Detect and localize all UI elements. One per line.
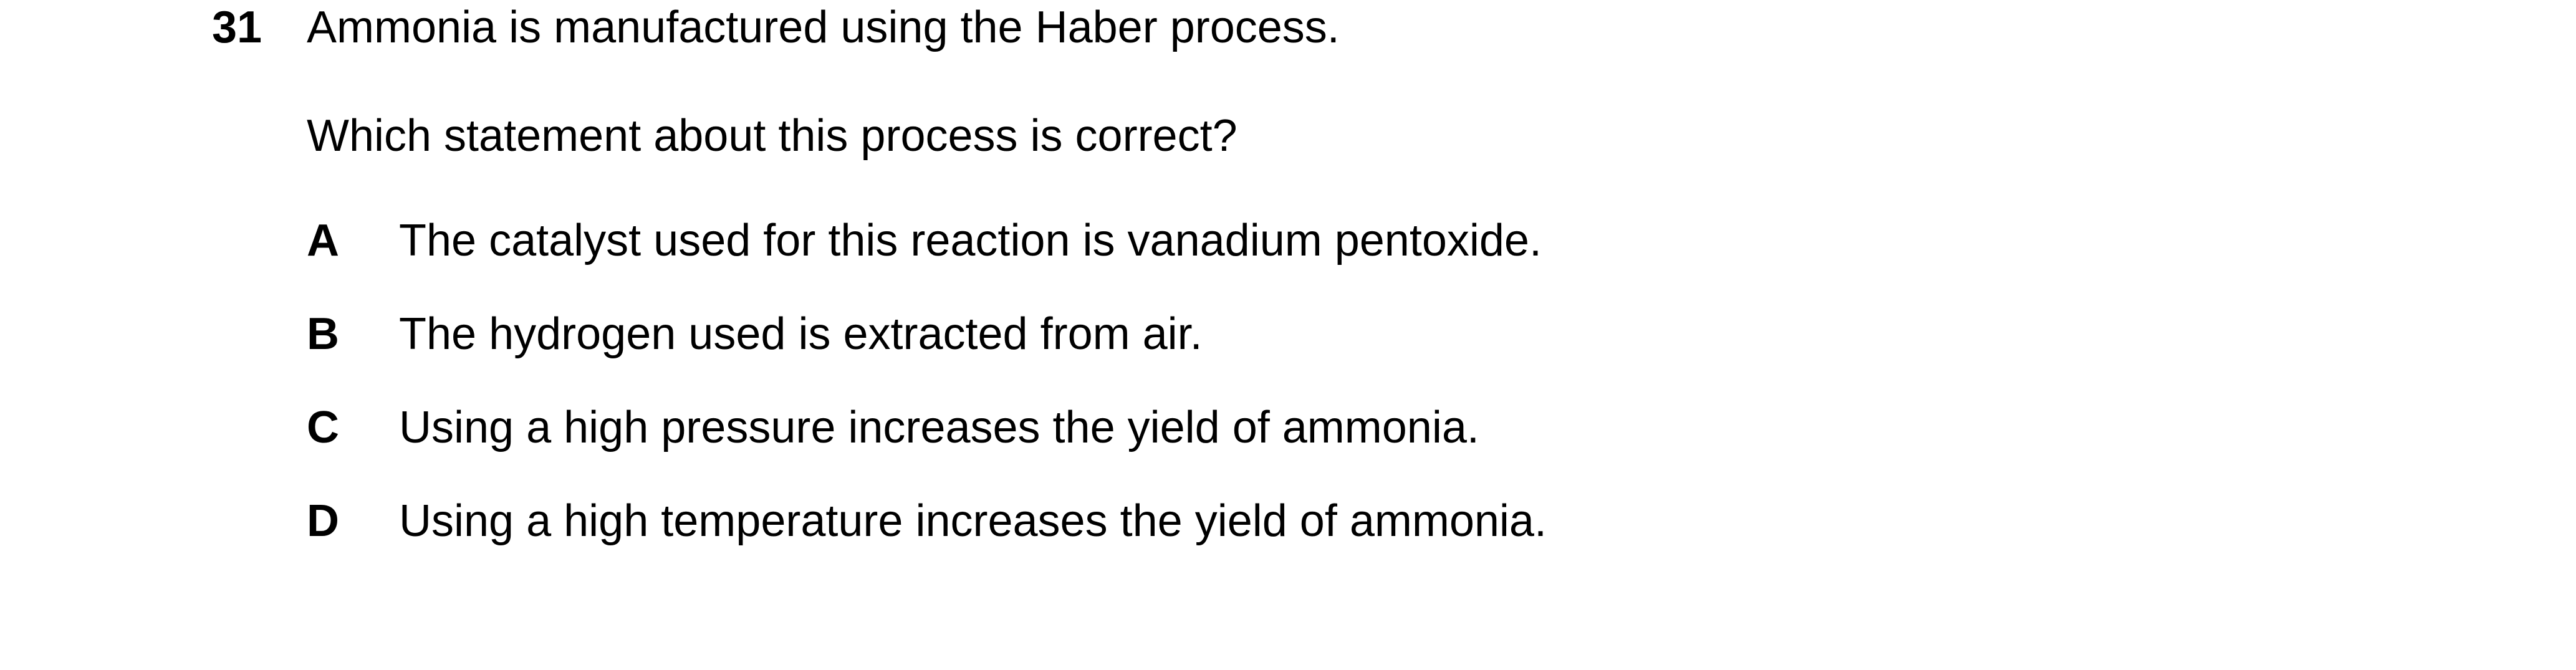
option-d xyxy=(307,496,1547,555)
question-stem: Ammonia is manufactured using the Haber process. xyxy=(307,2,1340,52)
option-letter: C xyxy=(307,403,339,452)
option-text: Using a high pressure increases the yield of ammonia. xyxy=(399,403,1479,452)
option-text: The hydrogen used is extracted from air. xyxy=(399,309,1203,359)
option-text: The catalyst used for this reaction is vanadium pentoxide. xyxy=(399,216,1542,266)
question-number: 31 xyxy=(212,2,262,52)
option-text: Using a high temperature increases the yield of ammonia. xyxy=(399,496,1547,546)
question-prompt: Which statement about this process is correct? xyxy=(307,111,1238,161)
option-a xyxy=(307,218,1542,274)
option-letter: B xyxy=(307,309,339,359)
option-letter: A xyxy=(307,216,339,266)
option-letter: D xyxy=(307,496,339,546)
option-c xyxy=(307,405,1479,461)
option-b xyxy=(307,309,1203,368)
